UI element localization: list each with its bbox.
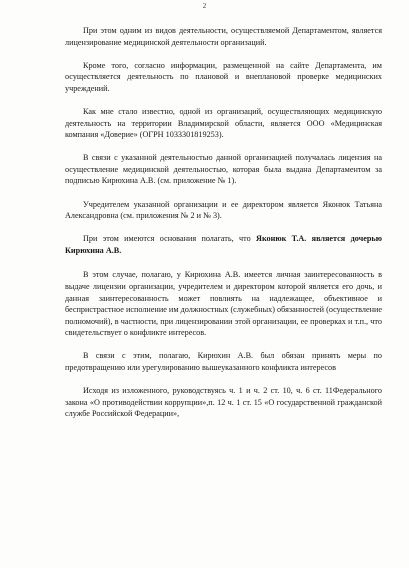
paragraph-website-info: Кроме того, согласно информации, размещенной на сайте Департамента, им осуществляется деятельность по плановой и внеплановой проверке медицинских учреждений. <box>65 60 382 93</box>
paragraph-founder: Учредителем указанной организации и ее директором является Яконюк Татьяна Александровна (см. приложения № 2 и № 3). <box>65 199 382 221</box>
paragraph-licensing: При этом одним из видов деятельности, осуществляемой Департаментом, является лицензирование медицинской деятельности организаций. <box>65 26 382 47</box>
paragraph-obligation: В связи с этим, полагаю, Кирюхин А.В. был обязан принять меры по предотвращению или урегулированию вышеуказанного конфликта интересов <box>65 351 382 373</box>
paragraph-conflict-of-interest: В этом случае, полагаю, у Кирюхина А.В. имеется личная заинтересованность в выдаче лицензии организации, учредителем и директором которой является его дочь, и данная заинтересованность может повлиять на надлежащее, объективное и беспристрастное исполнение им должностных (служебных) обязанностей (осуществление полномочий), в частности, при лицензировании этой организации, ее проверках и т.п., что свидетельствует о конфликте интересов. <box>65 270 382 338</box>
paragraph-license-issued: В связи с указанной деятельностью данной организацией получалась лицензия на осуществление медицинской деятельностью, которая была выдана Департаментом за подписью Кирюхина А.В. (см. приложение № 1). <box>65 153 382 186</box>
relationship-bold-text: Яконюк Т.А. является дочерью Кирюхина А.В. <box>65 234 382 255</box>
paragraph-organization: Как мне стало известно, одной из организаций, осуществляющих медицинскую деятельность на территории Владимирской области, является ООО «Медицинская компания «Доверие» (ОГРН 1033301819253). <box>65 106 382 140</box>
page-number: 2 <box>202 2 207 10</box>
paragraph-legal-basis: Исходя из изложенного, руководствуясь ч. 1 и ч. 2 ст. 10, ч. 6 ст. 11Федерального закона «О противодействии коррупции»,п. 12 ч. 1 ст. 15 «О государственной гражданской службе Российской Федерации», <box>65 386 382 419</box>
relationship-plain-text: При этом имеются основания полагать, что <box>83 234 257 244</box>
paragraph-relationship <box>65 233 382 256</box>
document-body <box>65 25 382 420</box>
